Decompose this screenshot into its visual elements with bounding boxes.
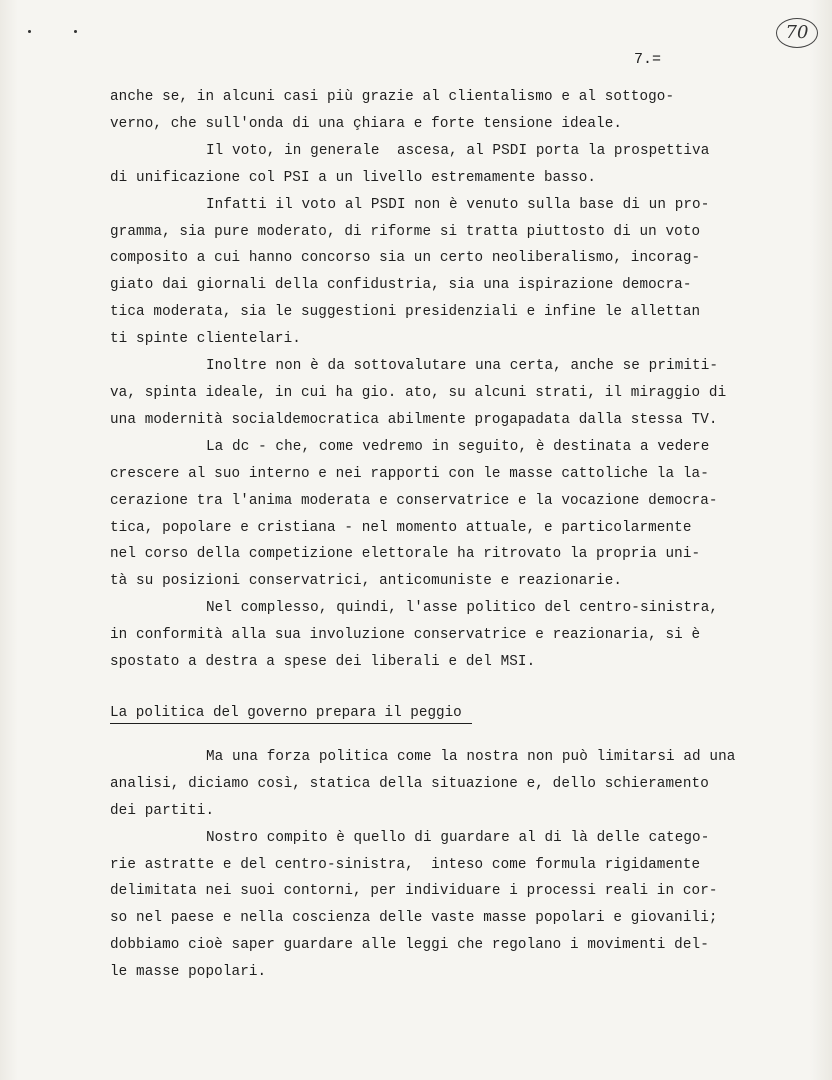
text-line: tica, popolare e cristiana - nel momento attuale, e particolarmente: [110, 519, 692, 536]
paragraph-block-2: [110, 744, 800, 986]
text-line: nel corso della competizione elettorale ha ritrovato la propria uni-: [110, 546, 701, 563]
paragraph-block-1: [110, 84, 800, 676]
text-line: Ma una forza politica come la nostra non può limitarsi ad una: [206, 748, 736, 765]
text-line: va, spinta ideale, in cui ha gio. ato, su alcuni strati, il miraggio di: [110, 384, 727, 401]
text-line: composito a cui hanno concorso sia un certo neoliberalismo, incorag-: [110, 250, 701, 267]
archive-page-stamp: 70: [776, 18, 818, 48]
text-line: tica moderata, sia le suggestioni presidenziali e infine le allettan: [110, 304, 701, 321]
page-number: 7.=: [634, 51, 662, 68]
margin-mark: [28, 30, 31, 33]
text-line: so nel paese e nella coscienza delle vaste masse popolari e giovanili;: [110, 910, 718, 927]
text-line: crescere al suo interno e nei rapporti con le masse cattoliche la la-: [110, 465, 709, 482]
text-line: Infatti il voto al PSDI non è venuto sulla base di un pro-: [206, 196, 710, 213]
text-line: La dc - che, come vedremo in seguito, è destinata a vedere: [206, 438, 710, 455]
text-line: cerazione tra l'anima moderata e conservatrice e la vocazione democra-: [110, 492, 718, 509]
text-line: dobbiamo cioè saper guardare alle leggi che regolano i movimenti del-: [110, 937, 709, 954]
document-body: [110, 84, 800, 986]
section-heading: La politica del governo prepara il peggio: [110, 703, 472, 724]
text-line: Il voto, in generale ascesa, al PSDI porta la prospettiva: [206, 142, 710, 159]
text-line: verno, che sull'onda di una çhiara e forte tensione ideale.: [110, 115, 623, 132]
text-line: in conformità alla sua involuzione conservatrice e reazionaria, si è: [110, 627, 701, 644]
text-line: ti spinte clientelari.: [110, 331, 301, 348]
text-line: tà su posizioni conservatrici, anticomuniste e reazionarie.: [110, 573, 623, 590]
margin-mark: [74, 30, 77, 33]
text-line: anche se, in alcuni casi più grazie al clientalismo e al sottogo-: [110, 89, 675, 105]
text-line: delimitata nei suoi contorni, per individuare i processi reali in cor-: [110, 883, 718, 900]
text-line: le masse popolari.: [110, 964, 267, 981]
text-line: rie astratte e del centro-sinistra, inteso come formula rigidamente: [110, 856, 701, 873]
text-line: Nel complesso, quindi, l'asse politico del centro-sinistra,: [206, 600, 719, 617]
text-line: Nostro compito è quello di guardare al di là delle catego-: [206, 829, 710, 846]
text-line: dei partiti.: [110, 802, 215, 819]
text-line: spostato a destra a spese dei liberali e del MSI.: [110, 654, 536, 671]
text-line: Inoltre non è da sottovalutare una certa, anche se primiti-: [206, 358, 719, 375]
text-line: gramma, sia pure moderato, di riforme si tratta piuttosto di un voto: [110, 223, 701, 240]
text-line: analisi, diciamo così, statica della situazione e, dello schieramento: [110, 775, 709, 792]
text-line: di unificazione col PSI a un livello estremamente basso.: [110, 169, 597, 186]
text-line: giato dai giornali della confidustria, sia una ispirazione democra-: [110, 277, 692, 294]
text-line: una modernità socialdemocratica abilmente progapadata dalla stessa TV.: [110, 411, 718, 428]
section-heading-wrapper: [110, 703, 800, 724]
